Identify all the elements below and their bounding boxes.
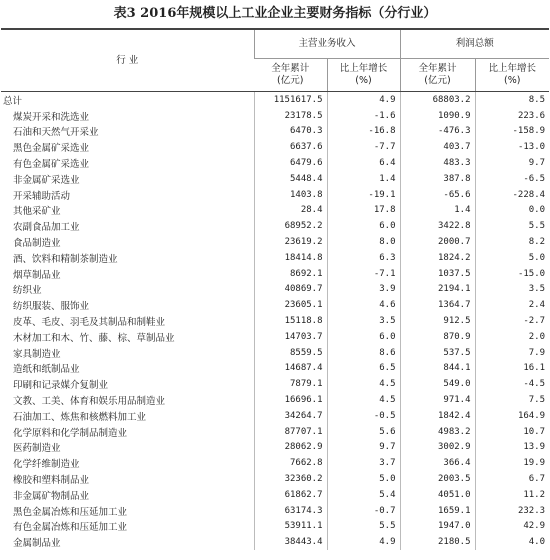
profit-growth-cell: -2.7: [475, 313, 549, 329]
profit-cell: 1842.4: [400, 408, 475, 424]
profit-growth-cell: -15.0: [475, 266, 549, 282]
revenue-cell: 63174.3: [254, 503, 327, 519]
profit-cell: 1824.2: [400, 250, 475, 266]
industry-name-cell: 木材加工和木、竹、藤、棕、草制品业: [13, 332, 175, 344]
profit-growth-cell: 13.9: [475, 440, 549, 456]
profit-cell: 549.0: [400, 376, 475, 392]
profit-cell: -476.3: [400, 124, 475, 140]
revenue-growth-cell: 9.7: [327, 440, 400, 456]
revenue-cell: 14703.7: [254, 329, 327, 345]
revenue-growth-cell: 3.7: [327, 455, 400, 471]
profit-cell: 1.4: [400, 203, 475, 219]
table-body: [1, 92, 549, 551]
table-row: [1, 440, 549, 456]
table-row: [1, 519, 549, 535]
industry-name-cell: 酒、饮料和精制茶制造业: [13, 253, 118, 265]
table-row: [1, 108, 549, 124]
industry-name-cell: 其他采矿业: [13, 206, 61, 218]
industry-name-cell: 开采辅助活动: [13, 190, 71, 202]
table-row: [1, 376, 549, 392]
industry-name-cell: 总计: [3, 95, 23, 107]
table-row: [1, 408, 549, 424]
table-row: [1, 297, 549, 313]
revenue-growth-cell: 5.4: [327, 487, 400, 503]
table-row: [1, 392, 549, 408]
revenue-growth-cell: 6.3: [327, 250, 400, 266]
revenue-growth-cell: 1.4: [327, 171, 400, 187]
profit-cumulative-header: 全年累计 (亿元): [400, 59, 475, 92]
revenue-cell: 23178.5: [254, 108, 327, 124]
table-row: [1, 282, 549, 298]
revenue-growth-cell: 17.8: [327, 203, 400, 219]
industry-name-cell: 金属制品业: [13, 538, 61, 550]
profit-growth-cell: 4.0: [475, 534, 549, 550]
industry-name-cell: 有色金属矿采选业: [13, 159, 90, 171]
table-row: [1, 266, 549, 282]
table-row: [1, 139, 549, 155]
industry-name-cell: 纺织业: [13, 285, 42, 297]
revenue-growth-cell: -1.6: [327, 108, 400, 124]
profit-growth-cell: 8.2: [475, 234, 549, 250]
profit-cell: 3422.8: [400, 218, 475, 234]
revenue-cell: 18414.8: [254, 250, 327, 266]
table-row: [1, 424, 549, 440]
profit-cell: 4983.2: [400, 424, 475, 440]
revenue-growth-cell: -19.1: [327, 187, 400, 203]
revenue-growth-cell: 4.9: [327, 534, 400, 550]
profit-growth-cell: 5.5: [475, 218, 549, 234]
table-row: [1, 455, 549, 471]
revenue-growth-cell: 5.0: [327, 471, 400, 487]
industry-name-cell: 文教、工美、体育和娱乐用品制造业: [13, 396, 166, 408]
revenue-cell: 6470.3: [254, 124, 327, 140]
profit-growth-cell: 16.1: [475, 361, 549, 377]
profit-growth-cell: 2.4: [475, 297, 549, 313]
industry-name-cell: 橡胶和塑料制品业: [13, 475, 90, 487]
industry-name-cell: 纺织服装、服饰业: [13, 301, 90, 313]
industry-name-cell: 印刷和记录媒介复制业: [13, 380, 109, 392]
industry-name-cell: 有色金属冶炼和压延加工业: [13, 522, 128, 534]
profit-cell: 2180.5: [400, 534, 475, 550]
table-row: [1, 155, 549, 171]
industry-name-cell: 化学原料和化学制品制造业: [13, 427, 128, 439]
revenue-cell: 6637.6: [254, 139, 327, 155]
profit-growth-cell: -13.0: [475, 139, 549, 155]
industry-header: 行 业: [1, 29, 254, 92]
profit-cell: 2194.1: [400, 282, 475, 298]
revenue-cell: 1403.8: [254, 187, 327, 203]
table-row: [1, 92, 549, 108]
revenue-growth-cell: 4.6: [327, 297, 400, 313]
revenue-cell: 40869.7: [254, 282, 327, 298]
profit-cell: 68803.2: [400, 92, 475, 108]
revenue-growth-cell: 4.9: [327, 92, 400, 108]
table-row: [1, 124, 549, 140]
profit-growth-cell: -158.9: [475, 124, 549, 140]
industry-name-cell: 造纸和纸制品业: [13, 364, 80, 376]
profit-cell: 2003.5: [400, 471, 475, 487]
revenue-cell: 8692.1: [254, 266, 327, 282]
revenue-cell: 23605.1: [254, 297, 327, 313]
table-row: [1, 503, 549, 519]
revenue-growth-cell: -7.1: [327, 266, 400, 282]
industry-name-cell: 黑色金属矿采选业: [13, 143, 90, 155]
table-row: [1, 487, 549, 503]
profit-cell: 3002.9: [400, 440, 475, 456]
table-row: [1, 534, 549, 550]
industry-name-cell: 皮革、毛皮、羽毛及其制品和制鞋业: [13, 317, 166, 329]
profit-cell: 2000.7: [400, 234, 475, 250]
profit-growth-cell: 42.9: [475, 519, 549, 535]
profit-cell: 1037.5: [400, 266, 475, 282]
revenue-growth-cell: 6.0: [327, 329, 400, 345]
profit-growth-cell: 11.2: [475, 487, 549, 503]
profit-growth-cell: -6.5: [475, 171, 549, 187]
profit-growth-cell: 19.9: [475, 455, 549, 471]
profit-cell: 870.9: [400, 329, 475, 345]
table-row: [1, 313, 549, 329]
profit-group-header: 利润总额: [400, 29, 549, 59]
table-row: [1, 187, 549, 203]
profit-cell: 483.3: [400, 155, 475, 171]
revenue-cell: 15118.8: [254, 313, 327, 329]
revenue-growth-cell: -0.7: [327, 503, 400, 519]
revenue-cell: 7662.8: [254, 455, 327, 471]
profit-growth-cell: 0.0: [475, 203, 549, 219]
profit-cell: 1090.9: [400, 108, 475, 124]
profit-growth-cell: 6.7: [475, 471, 549, 487]
revenue-cell: 68952.2: [254, 218, 327, 234]
profit-growth-cell: 2.0: [475, 329, 549, 345]
revenue-cell: 5448.4: [254, 171, 327, 187]
revenue-cell: 28.4: [254, 203, 327, 219]
table-row: [1, 345, 549, 361]
industry-name-cell: 农副食品加工业: [13, 222, 80, 234]
revenue-growth-cell: -16.8: [327, 124, 400, 140]
revenue-cell: 53911.1: [254, 519, 327, 535]
industry-name-cell: 烟草制品业: [13, 269, 61, 281]
revenue-cell: 7879.1: [254, 376, 327, 392]
industry-name-cell: 煤炭开采和洗选业: [13, 111, 90, 123]
table-row: [1, 171, 549, 187]
revenue-cell: 16696.1: [254, 392, 327, 408]
revenue-cell: 14687.4: [254, 361, 327, 377]
profit-growth-cell: 7.9: [475, 345, 549, 361]
revenue-cell: 23619.2: [254, 234, 327, 250]
industry-name-cell: 化学纤维制造业: [13, 459, 80, 471]
profit-growth-cell: 3.5: [475, 282, 549, 298]
revenue-cell: 1151617.5: [254, 92, 327, 108]
table-row: [1, 234, 549, 250]
profit-growth-cell: -4.5: [475, 376, 549, 392]
profit-growth-cell: 232.3: [475, 503, 549, 519]
industry-name-cell: 医药制造业: [13, 443, 61, 455]
table-row: [1, 361, 549, 377]
profit-cell: 1659.1: [400, 503, 475, 519]
revenue-cell: 34264.7: [254, 408, 327, 424]
profit-cell: 366.4: [400, 455, 475, 471]
revenue-growth-cell: 8.6: [327, 345, 400, 361]
revenue-growth-cell: 3.5: [327, 313, 400, 329]
industry-name-cell: 非金属矿物制品业: [13, 490, 90, 502]
profit-growth-cell: 10.7: [475, 424, 549, 440]
profit-growth-cell: 164.9: [475, 408, 549, 424]
industry-name-cell: 家具制造业: [13, 348, 61, 360]
revenue-growth-cell: 4.5: [327, 392, 400, 408]
table-row: [1, 250, 549, 266]
revenue-cell: 28062.9: [254, 440, 327, 456]
table-row: [1, 329, 549, 345]
revenue-cell: 61862.7: [254, 487, 327, 503]
profit-cell: -65.6: [400, 187, 475, 203]
industry-name-cell: 食品制造业: [13, 238, 61, 250]
revenue-cell: 87707.1: [254, 424, 327, 440]
profit-growth-cell: 9.7: [475, 155, 549, 171]
profit-cell: 912.5: [400, 313, 475, 329]
profit-growth-cell: 7.5: [475, 392, 549, 408]
profit-growth-cell: -228.4: [475, 187, 549, 203]
revenue-growth-header: 比上年增长 (%): [327, 59, 400, 92]
table-row: [1, 203, 549, 219]
profit-cell: 4051.0: [400, 487, 475, 503]
profit-cell: 387.8: [400, 171, 475, 187]
industry-name-cell: 黑色金属冶炼和压延加工业: [13, 506, 128, 518]
revenue-growth-cell: 3.9: [327, 282, 400, 298]
table-row: [1, 218, 549, 234]
revenue-growth-cell: -7.7: [327, 139, 400, 155]
revenue-growth-cell: 5.5: [327, 519, 400, 535]
profit-cell: 971.4: [400, 392, 475, 408]
industry-name-cell: 石油和天然气开采业: [13, 127, 99, 139]
profit-cell: 844.1: [400, 361, 475, 377]
revenue-growth-cell: 4.5: [327, 376, 400, 392]
revenue-growth-cell: 6.5: [327, 361, 400, 377]
table-title: 表3 2016年规模以上工业企业主要财务指标（分行业）: [113, 6, 437, 21]
financial-indicators-table: [1, 28, 549, 550]
revenue-cumulative-header: 全年累计 (亿元): [254, 59, 327, 92]
revenue-cell: 38443.4: [254, 534, 327, 550]
profit-growth-header: 比上年增长 (%): [475, 59, 549, 92]
revenue-growth-cell: -0.5: [327, 408, 400, 424]
revenue-growth-cell: 8.0: [327, 234, 400, 250]
revenue-cell: 32360.2: [254, 471, 327, 487]
profit-cell: 1364.7: [400, 297, 475, 313]
table-row: [1, 471, 549, 487]
revenue-growth-cell: 6.0: [327, 218, 400, 234]
profit-growth-cell: 5.0: [475, 250, 549, 266]
profit-growth-cell: 8.5: [475, 92, 549, 108]
profit-cell: 537.5: [400, 345, 475, 361]
revenue-growth-cell: 6.4: [327, 155, 400, 171]
profit-growth-cell: 223.6: [475, 108, 549, 124]
profit-cell: 1947.0: [400, 519, 475, 535]
profit-cell: 403.7: [400, 139, 475, 155]
revenue-group-header: 主营业务收入: [254, 29, 400, 59]
industry-name-cell: 非金属矿采选业: [13, 174, 80, 186]
revenue-cell: 6479.6: [254, 155, 327, 171]
revenue-cell: 8559.5: [254, 345, 327, 361]
revenue-growth-cell: 5.6: [327, 424, 400, 440]
industry-name-cell: 石油加工、炼焦和核燃料加工业: [13, 411, 147, 423]
